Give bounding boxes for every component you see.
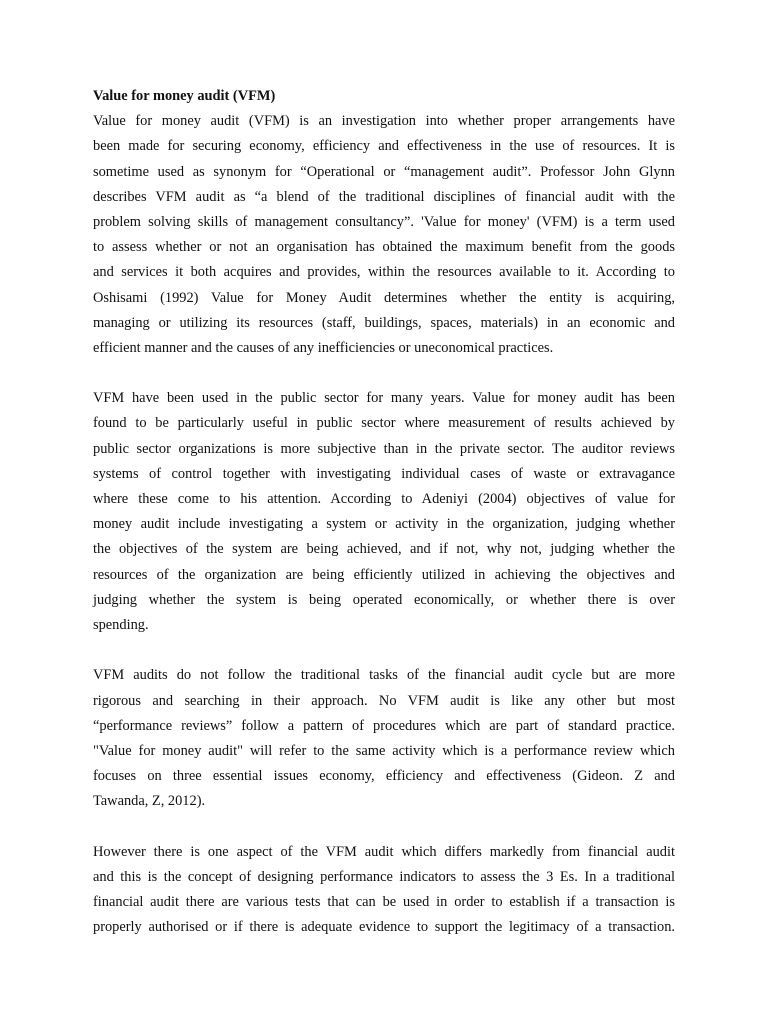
text-line: managing or utilizing its resources (staff, buildings, spaces, materials) in an economic and xyxy=(93,314,675,331)
text-line: “performance reviews” follow a pattern of procedures which are part of standard practice. xyxy=(93,717,675,734)
paragraph-1 xyxy=(93,109,675,361)
text-line: systems of control together with investigating individual cases of waste or extravagance xyxy=(93,465,675,482)
paragraph-spacer xyxy=(93,638,675,663)
text-line: efficient manner and the causes of any inefficiencies or uneconomical practices. xyxy=(93,339,554,356)
text-line: the objectives of the system are being achieved, and if not, why not, judging whether the xyxy=(93,541,675,558)
text-line: where these come to his attention. According to Adeniyi (2004) objectives of value for xyxy=(93,491,675,508)
text-line: focuses on three essential issues economy, efficiency and effectiveness (Gideon. Z and xyxy=(93,768,675,785)
text-line: judging whether the system is being operated economically, or whether there is over xyxy=(93,591,675,608)
text-line: "Value for money audit" will refer to the same activity which is a performance review which xyxy=(93,742,675,759)
paragraph-2 xyxy=(93,386,675,638)
text-line: financial audit there are various tests that can be used in order to establish if a transaction is xyxy=(93,894,675,911)
text-line: VFM audits do not follow the traditional tasks of the financial audit cycle but are more xyxy=(93,667,675,684)
text-line: found to be particularly useful in public sector where measurement of results achieved by xyxy=(93,415,675,432)
text-line: public sector organizations is more subjective than in the private sector. The auditor reviews xyxy=(93,440,675,457)
text-line: Value for money audit (VFM) is an investigation into whether proper arrangements have xyxy=(93,113,675,130)
text-line: and this is the concept of designing performance indicators to assess the 3 Es. In a traditional xyxy=(93,868,675,885)
text-line: problem solving skills of management consultancy”. 'Value for money' (VFM) is a term used xyxy=(93,213,675,230)
text-line: spending. xyxy=(93,616,149,633)
document-heading: Value for money audit (VFM) xyxy=(93,88,276,104)
paragraph-spacer xyxy=(93,361,675,386)
text-line: properly authorised or if there is adequate evidence to support the legitimacy of a transaction. xyxy=(93,919,675,936)
text-line: resources of the organization are being efficiently utilized in achieving the objectives and xyxy=(93,566,675,583)
text-line: money audit include investigating a system or activity in the organization, judging whether xyxy=(93,516,675,533)
paragraph-4 xyxy=(93,840,675,941)
text-line: rigorous and searching in their approach. No VFM audit is like any other but most xyxy=(93,692,675,709)
text-line: Oshisami (1992) Value for Money Audit determines whether the entity is acquiring, xyxy=(93,289,675,306)
paragraph-3 xyxy=(93,663,675,814)
text-line: sometime used as synonym for “Operational or “management audit”. Professor John Glynn xyxy=(93,163,675,180)
paragraph-spacer xyxy=(93,814,675,839)
text-line: to assess whether or not an organisation has obtained the maximum benefit from the goods xyxy=(93,239,675,256)
text-line: VFM have been used in the public sector for many years. Value for money audit has been xyxy=(93,390,675,407)
text-line: been made for securing economy, efficiency and effectiveness in the use of resources. It is xyxy=(93,138,675,155)
document-page xyxy=(93,84,675,940)
text-line: However there is one aspect of the VFM audit which differs markedly from financial audit xyxy=(93,843,675,860)
text-line: describes VFM audit as “a blend of the traditional disciplines of financial audit with the xyxy=(93,188,675,205)
text-line: and services it both acquires and provides, within the resources available to it. According to xyxy=(93,264,675,281)
text-line: Tawanda, Z, 2012). xyxy=(93,793,206,810)
